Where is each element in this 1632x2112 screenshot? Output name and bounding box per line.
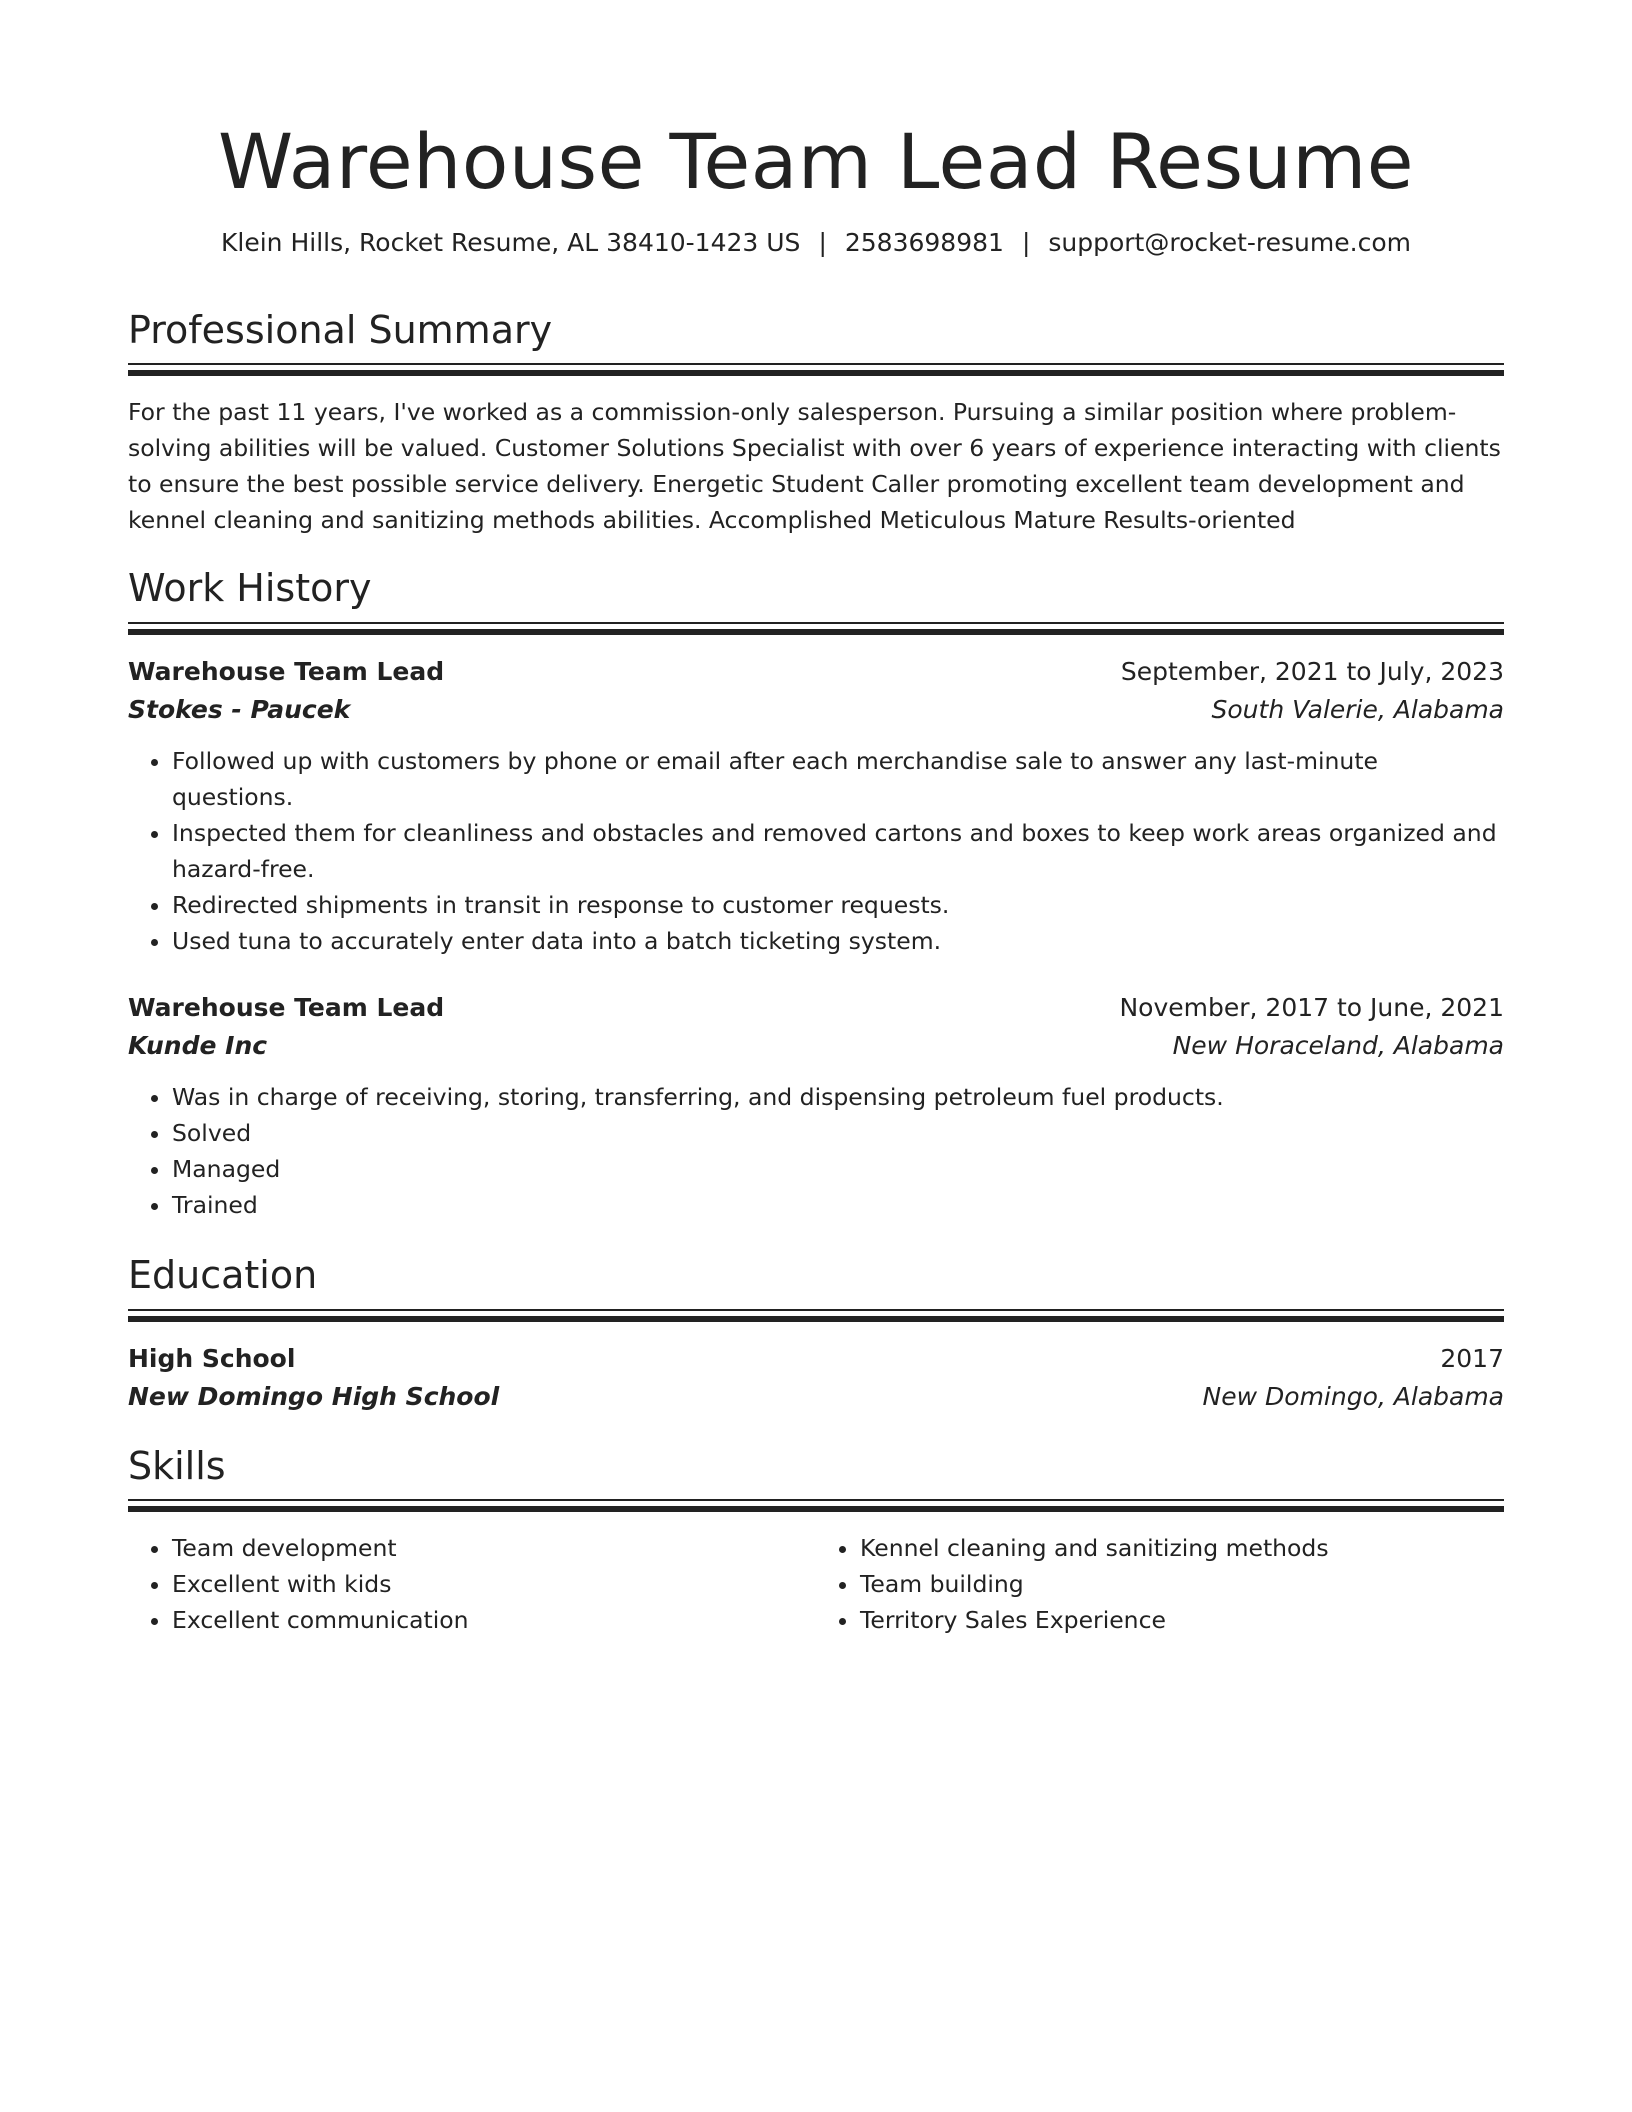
education-degree: High School — [128, 1343, 296, 1373]
work-history-heading: Work History — [128, 566, 372, 611]
job-bullet: • Inspected them for cleanliness and obstacles and removed cartons and boxes to keep work areas organized and hazard-free. — [172, 815, 1504, 887]
education-year: 2017 — [1440, 1343, 1504, 1373]
skills-section — [128, 1444, 1504, 1639]
education-school: New Domingo High School — [128, 1381, 500, 1411]
contact-separator: | — [1021, 228, 1031, 258]
job-bullets — [128, 1079, 1504, 1223]
section-divider — [128, 1499, 1504, 1512]
job-bullets — [128, 743, 1504, 959]
job-entry — [128, 989, 1504, 1223]
skill-item: • Excellent communication — [172, 1602, 816, 1638]
job-company-row — [128, 1027, 1504, 1065]
job-bullet: • Followed up with customers by phone or email after each merchandise sale to answer any last-minute questions. — [172, 743, 1504, 815]
section-divider — [128, 622, 1504, 635]
education-location: New Domingo, Alabama — [1202, 1381, 1504, 1411]
section-divider — [128, 363, 1504, 376]
job-header-row — [128, 989, 1504, 1027]
skill-item: • Territory Sales Experience — [860, 1602, 1504, 1638]
job-bullet: • Solved — [172, 1115, 1504, 1151]
skill-item: • Excellent with kids — [172, 1566, 816, 1602]
job-location: South Valerie, Alabama — [1211, 695, 1504, 725]
job-location: New Horaceland, Alabama — [1172, 1031, 1504, 1061]
education-entry — [128, 1340, 1504, 1416]
skills-list-right — [816, 1530, 1504, 1638]
job-company: Stokes - Paucek — [128, 695, 351, 725]
contact-separator: | — [818, 228, 827, 258]
job-bullet: • Redirected shipments in transit in response to customer requests. — [172, 887, 1504, 923]
education-school-row — [128, 1378, 1504, 1416]
job-dates: November, 2017 to June, 2021 — [1119, 993, 1504, 1023]
job-title: Warehouse Team Lead — [128, 993, 445, 1023]
summary-section — [128, 308, 1504, 539]
section-divider — [128, 1309, 1504, 1322]
job-bullet: • Used tuna to accurately enter data into a batch ticketing system. — [172, 923, 1504, 959]
contact-phone: 2583698981 — [844, 228, 1004, 258]
skill-item: • Team development — [172, 1530, 816, 1566]
contact-line — [128, 227, 1504, 260]
summary-heading: Professional Summary — [128, 307, 553, 352]
job-company: Kunde Inc — [128, 1031, 268, 1061]
summary-text: For the past 11 years, I've worked as a commission-only salesperson. Pursuing a similar position where problem-solving abilities will be valued. Customer Solutions Specialist with over 6 years of experience interacting with clients to ensure the best possible service delivery. Energetic Student Caller promoting excellent team development and kennel cleaning and sanitizing methods abilities. Accomplished Meticulous Mature Results-oriented — [128, 398, 1501, 535]
education-section — [128, 1253, 1504, 1416]
education-header-row — [128, 1340, 1504, 1378]
job-bullet: • Trained — [172, 1187, 1504, 1223]
contact-email: support@rocket-resume.com — [1048, 228, 1411, 258]
contact-address: Klein Hills, Rocket Resume, AL 38410-1423 US — [221, 228, 801, 258]
skill-item: • Team building — [860, 1566, 1504, 1602]
job-company-row — [128, 691, 1504, 729]
job-title: Warehouse Team Lead — [128, 657, 445, 687]
resume-title: Warehouse Team Lead Resume — [217, 117, 1414, 206]
job-entry — [128, 653, 1504, 959]
skills-columns — [128, 1530, 1504, 1638]
job-bullet: • Managed — [172, 1151, 1504, 1187]
work-history-section — [128, 566, 1504, 1223]
job-bullet: • Was in charge of receiving, storing, transferring, and dispensing petroleum fuel products. — [172, 1079, 1504, 1115]
job-dates: September, 2021 to July, 2023 — [1120, 657, 1504, 687]
skills-heading: Skills — [128, 1443, 226, 1488]
education-heading: Education — [128, 1253, 318, 1298]
skill-item: • Kennel cleaning and sanitizing methods — [860, 1530, 1504, 1566]
job-header-row — [128, 653, 1504, 691]
skills-list-left — [128, 1530, 816, 1638]
